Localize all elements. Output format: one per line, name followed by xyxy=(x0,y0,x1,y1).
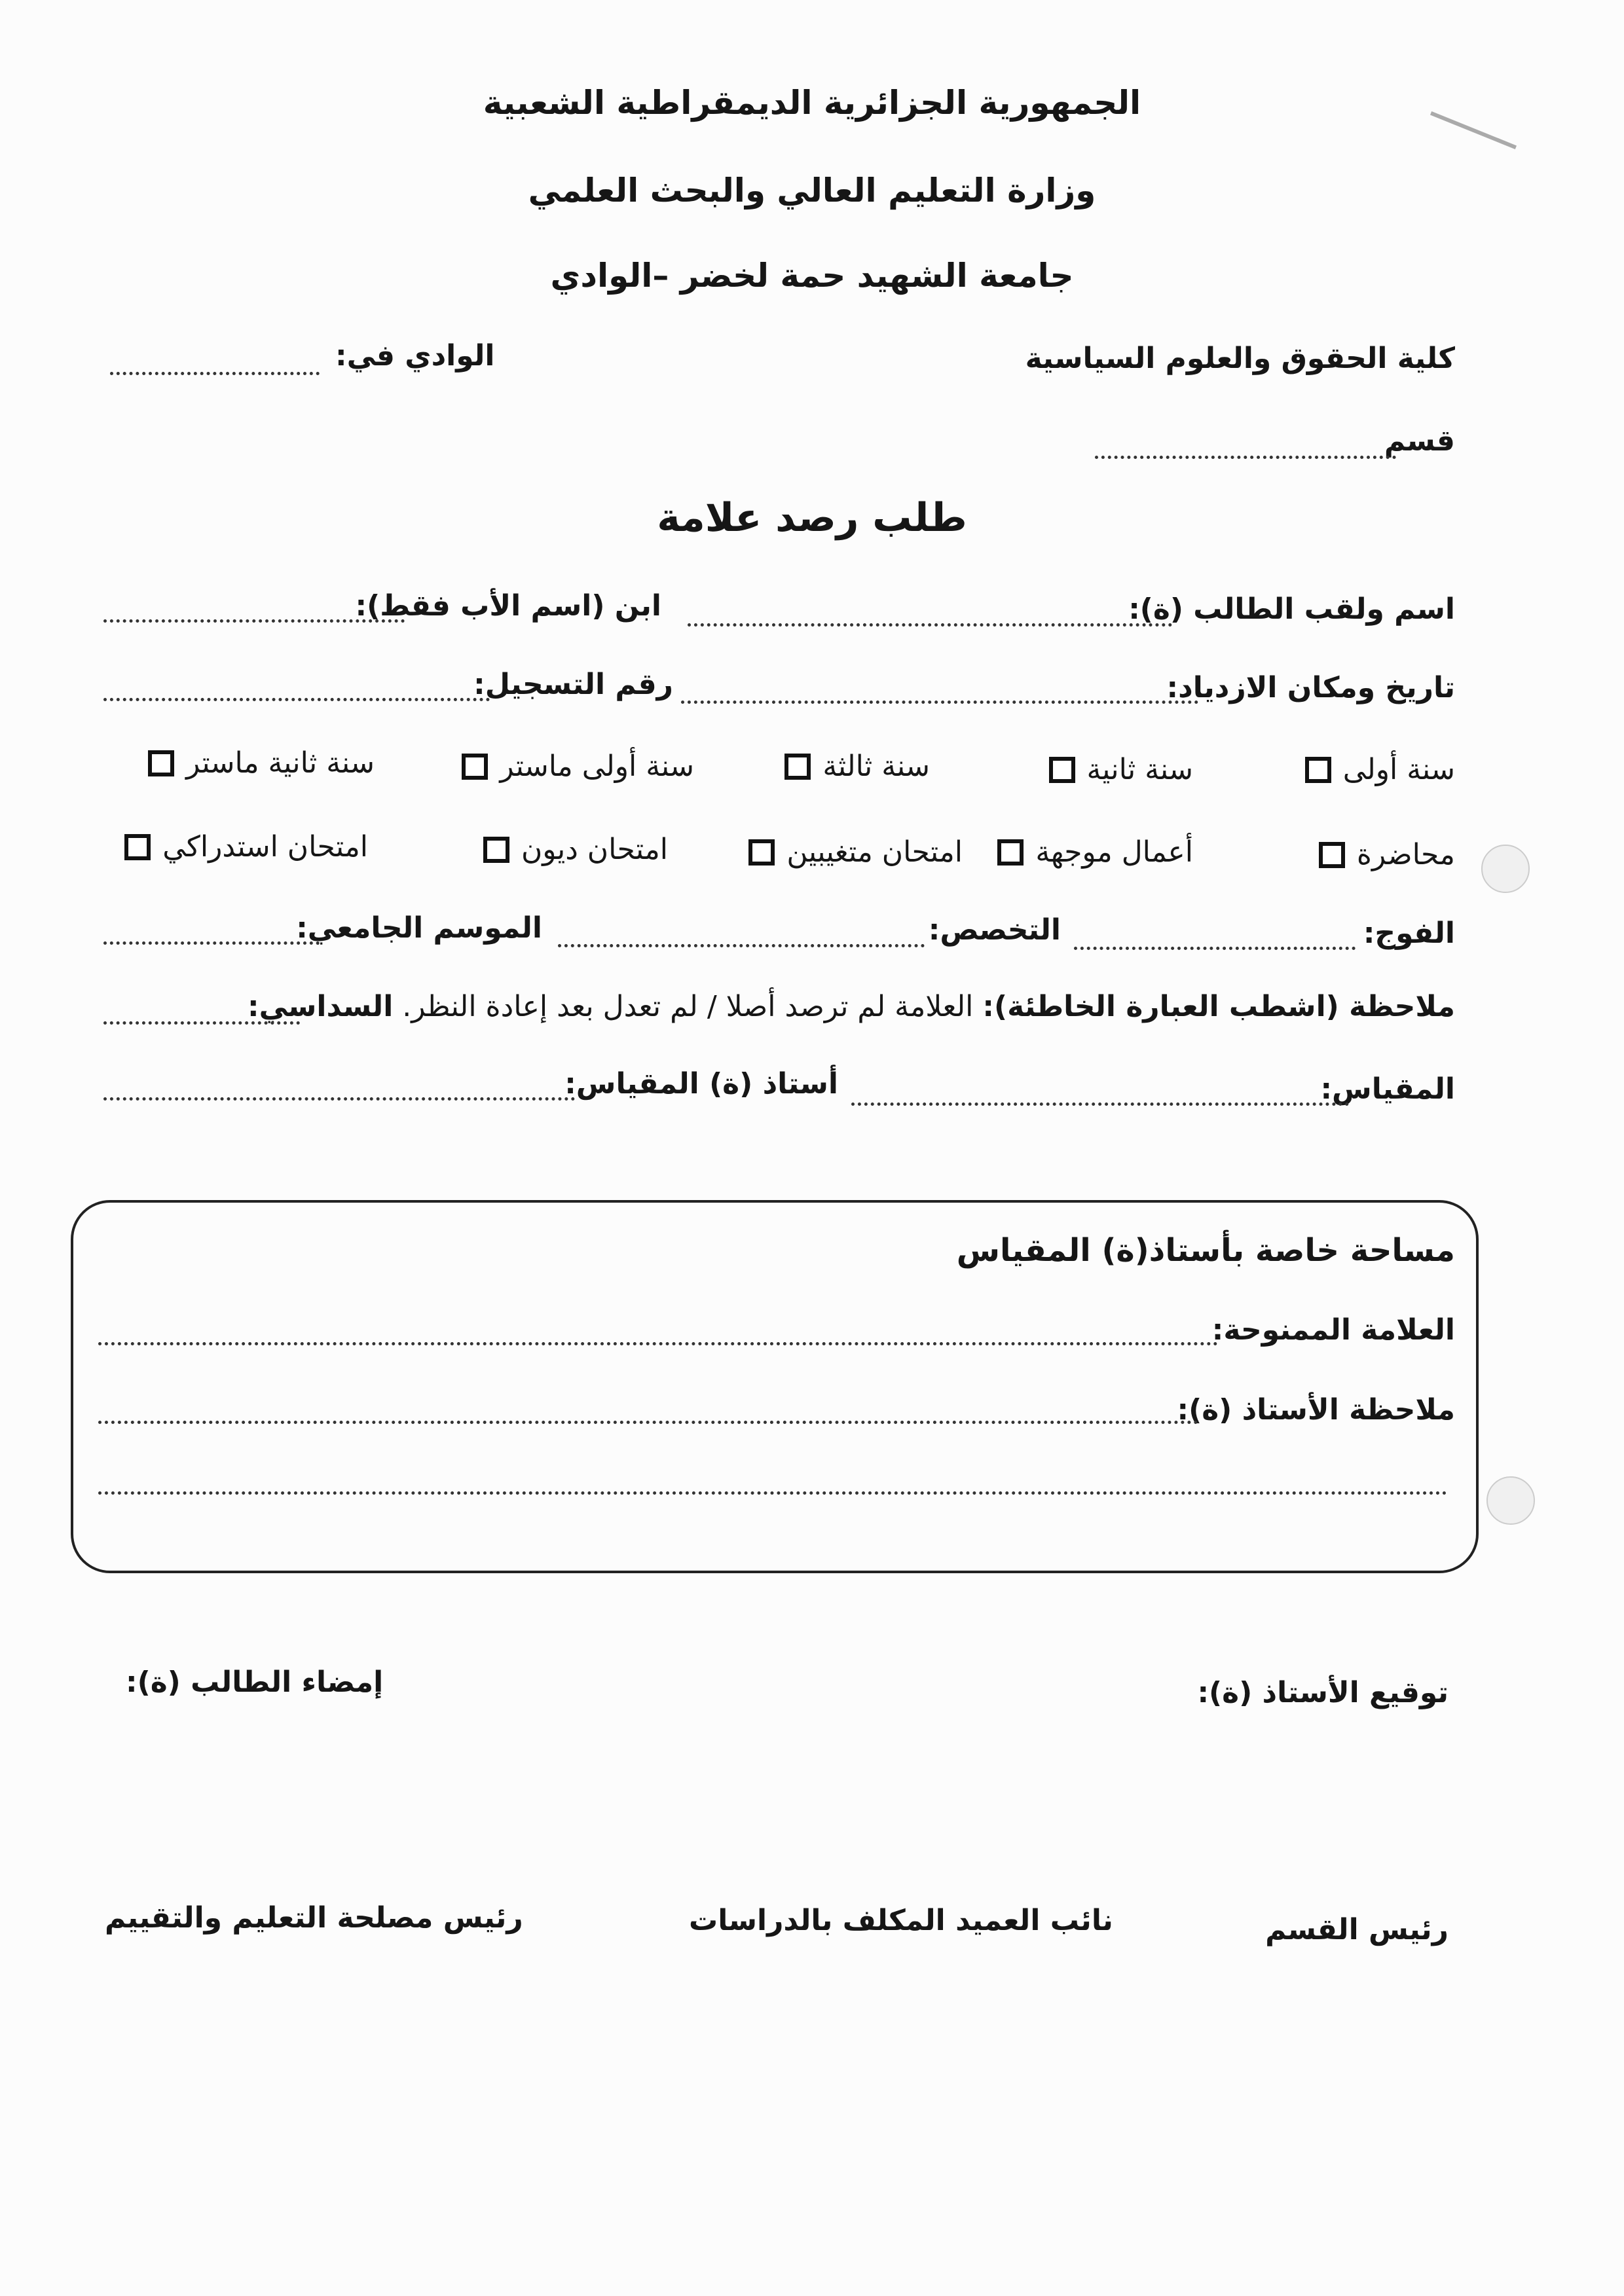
professor-signature-label: توقيع الأستاذ (ة): xyxy=(1197,1676,1449,1709)
student-name-label: اسم ولقب الطالب (ة): xyxy=(1128,592,1455,626)
year-label: سنة ثانية ماستر xyxy=(186,746,375,780)
checkbox[interactable] xyxy=(748,839,775,866)
specialty-field[interactable] xyxy=(558,944,925,947)
exam-option-2[interactable] xyxy=(997,835,1193,869)
university-title: جامعة الشهيد حمة لخضر –الوادي xyxy=(550,257,1074,295)
exam-option-4[interactable] xyxy=(483,833,668,866)
season-label: الموسم الجامعي: xyxy=(296,911,542,945)
exam-label: امتحان متغيبين xyxy=(786,835,963,869)
note-line xyxy=(248,990,1455,1023)
place-date-label: الوادي في: xyxy=(335,339,495,373)
exam-option-5[interactable] xyxy=(124,830,368,864)
module-field[interactable] xyxy=(851,1102,1349,1106)
note-text: العلامة لم ترصد أصلا / لم تعدل بعد إعادة النظر. xyxy=(402,990,974,1023)
remark-field[interactable] xyxy=(98,1421,1198,1424)
year-option-5[interactable] xyxy=(148,746,375,780)
date-field[interactable] xyxy=(110,372,320,375)
vice-dean-title: نائب العميد المكلف بالدراسات xyxy=(689,1904,1113,1937)
group-label: الفوج: xyxy=(1363,917,1455,950)
checkbox[interactable] xyxy=(997,839,1024,866)
checkbox[interactable] xyxy=(124,834,151,860)
birth-field[interactable] xyxy=(681,701,1198,704)
department-label: قسم xyxy=(1384,424,1455,458)
note-label: ملاحظة (اشطب العبارة الخاطئة): xyxy=(982,990,1455,1023)
department-field[interactable] xyxy=(1095,456,1396,459)
professor-section-title: مساحة خاصة بأستاذ(ة) المقياس xyxy=(956,1232,1455,1269)
year-option-3[interactable] xyxy=(784,750,930,783)
professor-label: أستاذ (ة) المقياس: xyxy=(564,1067,838,1101)
checkbox[interactable] xyxy=(1305,757,1331,783)
exam-label: أعمال موجهة xyxy=(1035,835,1193,869)
group-field[interactable] xyxy=(1074,947,1356,950)
semester-field[interactable] xyxy=(103,1021,300,1025)
republic-title: الجمهورية الجزائرية الديمقراطية الشعبية xyxy=(483,84,1141,122)
year-option-4[interactable] xyxy=(462,750,694,783)
student-signature-label: إمضاء الطالب (ة): xyxy=(126,1666,384,1699)
year-option-2[interactable] xyxy=(1049,753,1194,786)
punch-hole xyxy=(1481,845,1530,893)
form-title: طلب رصد علامة xyxy=(657,495,967,541)
exam-label: امتحان استدراكي xyxy=(162,830,368,864)
birth-label: تاريخ ومكان الازدياد: xyxy=(1166,671,1455,704)
exam-label: محاضرة xyxy=(1356,838,1455,871)
remark-field-line-2[interactable] xyxy=(98,1491,1447,1495)
teaching-head-title: رئيس مصلحة التعليم والتقييم xyxy=(105,1901,523,1935)
faculty-name: كلية الحقوق والعلوم السياسية xyxy=(1025,342,1455,375)
registration-label: رقم التسجيل: xyxy=(473,668,673,701)
remark-label: ملاحظة الأستاذ (ة): xyxy=(1177,1393,1455,1427)
year-label: سنة أولى xyxy=(1342,753,1455,786)
checkbox[interactable] xyxy=(784,754,811,780)
exam-label: امتحان ديون xyxy=(521,833,668,866)
checkbox[interactable] xyxy=(1049,757,1075,783)
specialty-label: التخصص: xyxy=(928,913,1061,947)
year-label: سنة ثالثة xyxy=(822,750,930,783)
module-label: المقياس: xyxy=(1320,1072,1455,1106)
ministry-title: وزارة التعليم العالي والبحث العلمي xyxy=(528,172,1096,210)
professor-field[interactable] xyxy=(103,1097,575,1101)
semester-label: السداسي: xyxy=(248,990,394,1023)
father-name-field[interactable] xyxy=(103,619,405,623)
exam-option-1[interactable] xyxy=(1319,838,1455,871)
grade-label: العلامة الممنوحة: xyxy=(1211,1313,1455,1347)
exam-option-3[interactable] xyxy=(748,835,963,869)
registration-field[interactable] xyxy=(103,698,490,701)
checkbox[interactable] xyxy=(462,754,488,780)
season-field[interactable] xyxy=(103,941,320,945)
punch-hole xyxy=(1486,1476,1535,1525)
year-label: سنة أولى ماستر xyxy=(500,750,694,783)
father-name-label: ابن (اسم الأب فقط): xyxy=(355,589,661,623)
year-label: سنة ثانية xyxy=(1086,753,1193,786)
department-head-title: رئيس القسم xyxy=(1265,1913,1449,1946)
checkbox[interactable] xyxy=(148,750,174,776)
grade-field[interactable] xyxy=(98,1342,1218,1345)
checkbox[interactable] xyxy=(483,837,509,863)
year-option-1[interactable] xyxy=(1305,753,1455,786)
student-name-field[interactable] xyxy=(688,623,1172,627)
checkbox[interactable] xyxy=(1319,842,1345,868)
